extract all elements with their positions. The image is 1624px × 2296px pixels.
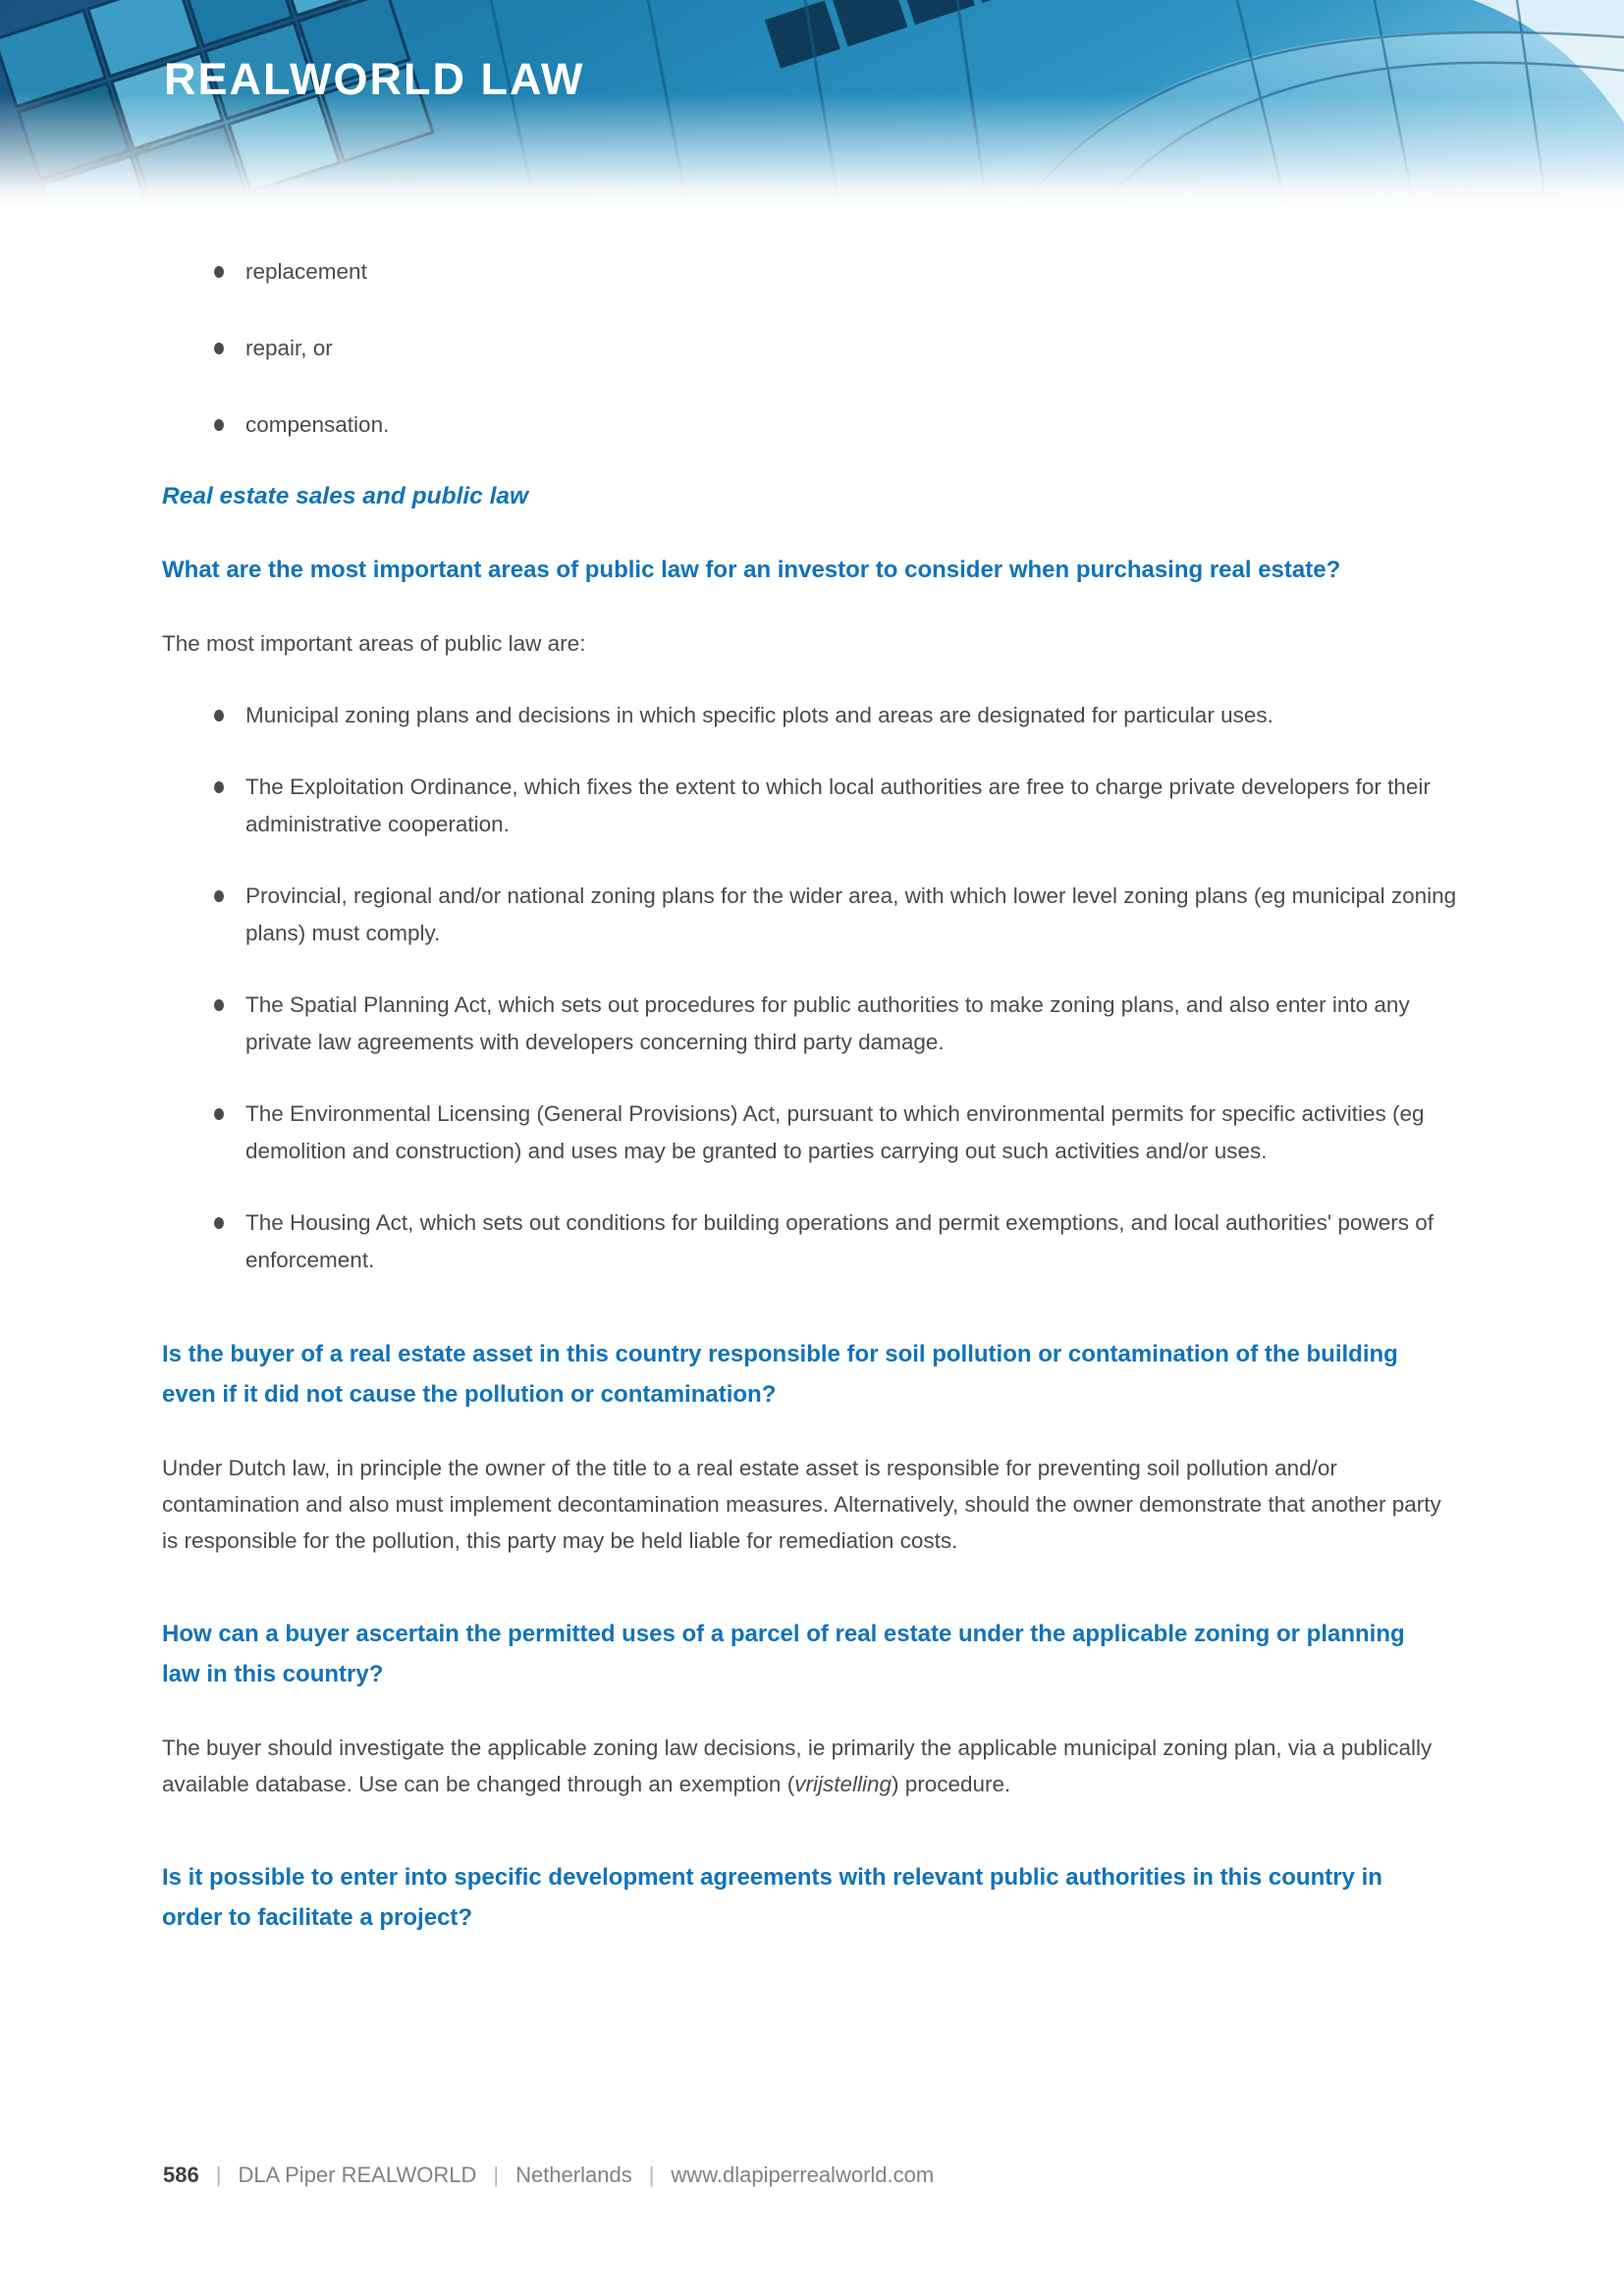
answer-text: The buyer should investigate the applicable zoning law decisions, ie primarily the applicable municipal zoning plan, via a publically available database. Use can be changed through an exemption ( <box>162 1735 1433 1796</box>
list-item-text: The Spatial Planning Act, which sets out procedures for public authorities to make zoning plans, and also enter into any private law agreements with developers concerning third party damage. <box>245 992 1410 1054</box>
bullet-icon <box>214 999 224 1011</box>
bullet-icon <box>214 1217 224 1229</box>
question-heading-1: What are the most important areas of public law for an investor to consider when purchasing real estate? <box>162 557 1341 583</box>
list-item-text: replacement <box>245 259 367 284</box>
section-heading: Real estate sales and public law <box>162 483 529 509</box>
footer-brand: DLA Piper REALWORLD <box>238 2163 477 2187</box>
paragraph: The most important areas of public law are: <box>162 631 586 656</box>
list-item-text: The Environmental Licensing (General Provisions) Act, pursuant to which environmental permits for specific activities (eg demolition and construction) and uses may be granted to parties carrying out such activities and/or uses. <box>245 1101 1425 1163</box>
list-item <box>162 1204 1470 1279</box>
footer-separator: | <box>648 2163 655 2187</box>
bullet-icon <box>214 781 224 793</box>
list-item <box>162 330 1470 367</box>
italic-term: vrijstelling <box>794 1772 892 1796</box>
bullet-icon <box>214 343 224 354</box>
list-item <box>162 878 1470 952</box>
paragraph: Under Dutch law, in principle the owner of the title to a real estate asset is responsible for preventing soil pollution and/or contamination and also must implement decontamination measures. Alternatively, should the owner demonstrate that another party is responsible for the pollution, this party may be held liable for remediation costs. <box>162 1456 1441 1553</box>
list-item <box>162 1095 1470 1170</box>
public-law-areas-list <box>162 697 1470 1279</box>
remedies-list <box>162 253 1470 444</box>
brand-title: REALWORLD LAW <box>164 54 585 104</box>
page-footer <box>163 2161 934 2190</box>
bullet-icon <box>214 890 224 902</box>
page-number: 586 <box>163 2163 199 2187</box>
footer-separator: | <box>215 2163 222 2187</box>
paragraph <box>162 1730 1463 1802</box>
list-item <box>162 987 1470 1061</box>
list-item <box>162 769 1470 843</box>
bullet-icon <box>214 1108 224 1120</box>
question-heading-2: Is the buyer of a real estate asset in this country responsible for soil pollution or contamination of the building even if it did not cause the pollution or contamination? <box>162 1341 1398 1408</box>
footer-country: Netherlands <box>515 2163 632 2187</box>
footer-url[interactable]: www.dlapiperrealworld.com <box>671 2163 935 2187</box>
bullet-icon <box>214 710 224 721</box>
footer-separator: | <box>493 2163 500 2187</box>
list-item <box>162 406 1470 444</box>
list-item-text: compensation. <box>245 412 390 437</box>
page-content <box>162 253 1470 1973</box>
list-item-text: The Housing Act, which sets out conditions for building operations and permit exemptions, and local authorities' powers of enforcement. <box>245 1210 1434 1272</box>
bullet-icon <box>214 266 224 278</box>
question-heading-4: Is it possible to enter into specific development agreements with relevant public authorities in this country in order to facilitate a project? <box>162 1864 1382 1931</box>
page-header-banner <box>0 0 1624 206</box>
answer-text: ) procedure. <box>891 1772 1011 1796</box>
list-item <box>162 253 1470 291</box>
list-item-text: repair, or <box>245 336 333 360</box>
list-item-text: Municipal zoning plans and decisions in which specific plots and areas are designated for particular uses. <box>245 703 1273 727</box>
list-item-text: The Exploitation Ordinance, which fixes the extent to which local authorities are free to charge private developers for their administrative cooperation. <box>245 774 1431 836</box>
list-item <box>162 697 1470 734</box>
bullet-icon <box>214 419 224 431</box>
list-item-text: Provincial, regional and/or national zoning plans for the wider area, with which lower level zoning plans (eg municipal zoning plans) must comply. <box>245 883 1457 945</box>
question-heading-3: How can a buyer ascertain the permitted uses of a parcel of real estate under the applicable zoning or planning law in this country? <box>162 1621 1405 1687</box>
